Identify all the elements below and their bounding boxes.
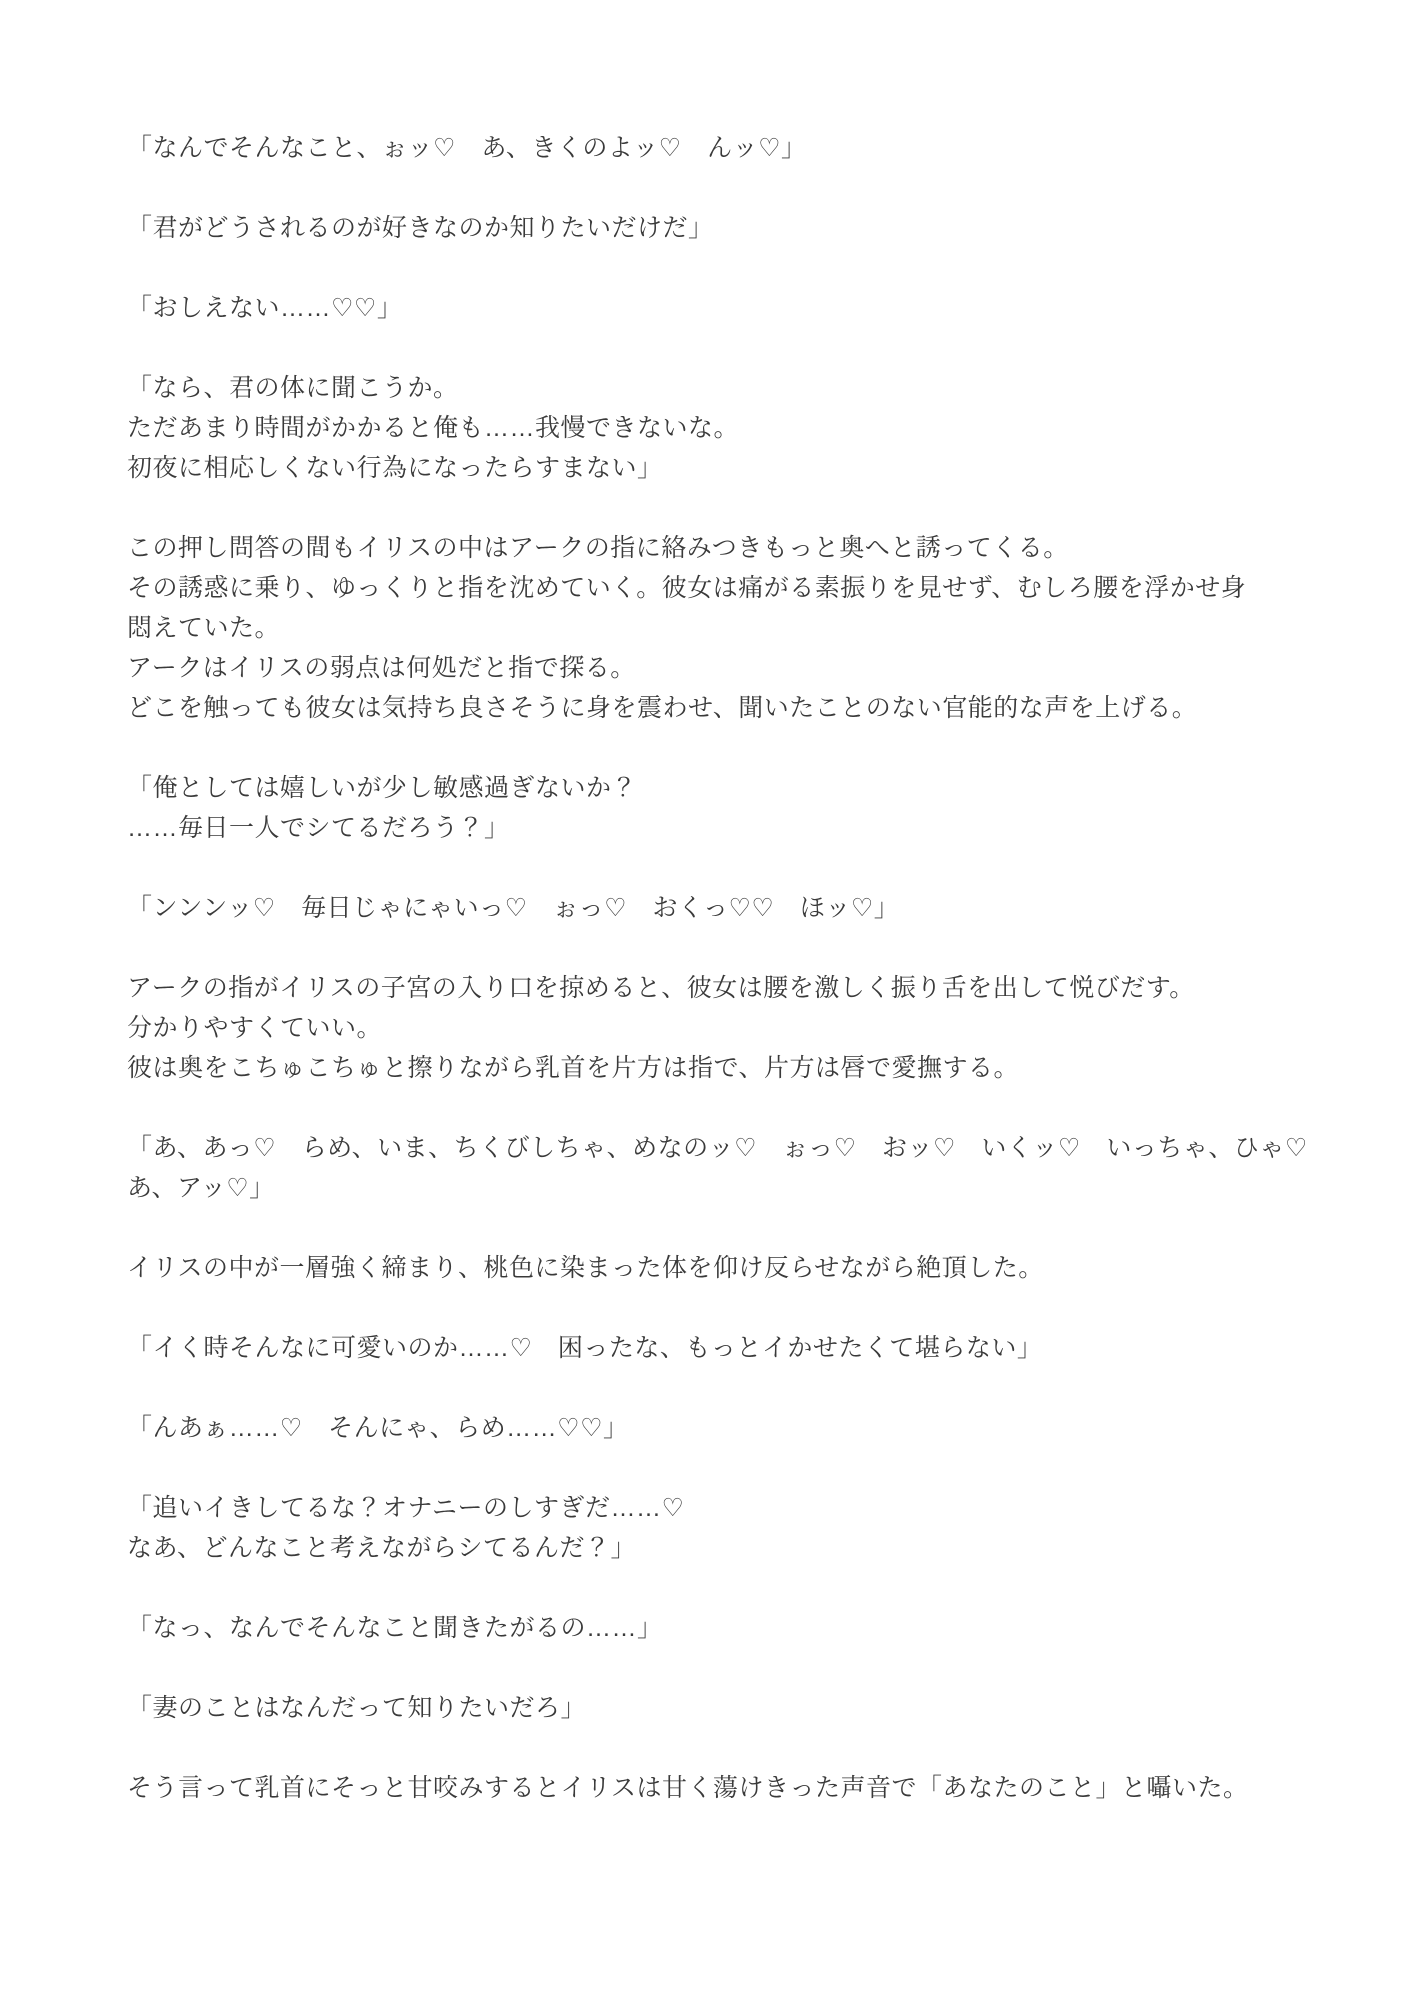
paragraph: 「ンンンッ♡ 毎日じゃにゃいっ♡ ぉっ♡ おくっ♡♡ ほッ♡」 xyxy=(127,894,900,922)
paragraph: 「追いイきしてるな？オナニーのしすぎだ……♡ なあ、どんなこと考えながらシてるんだ？」 xyxy=(127,1494,685,1562)
document-body xyxy=(127,128,1317,1808)
paragraph: 「妻のことはなんだって知りたいだろ」 xyxy=(127,1694,587,1722)
paragraph: 「イく時そんなに可愛いのか……♡ 困ったな、もっとイかせたくて堪らない」 xyxy=(127,1334,1043,1362)
paragraph: 「んあぁ……♡ そんにゃ、らめ……♡♡」 xyxy=(127,1414,629,1442)
paragraph: 「君がどうされるのが好きなのか知りたいだけだ」 xyxy=(127,214,714,242)
paragraph: アークの指がイリスの子宮の入り口を掠めると、彼女は腰を激しく振り舌を出して悦びだす。 分かりやすくていい。 彼は奥をこちゅこちゅと擦りながら乳首を片方は指で、片方は唇で愛撫する。 xyxy=(127,974,1195,1082)
paragraph: 「なんでそんなこと、ぉッ♡ あ、きくのよッ♡ んッ♡」 xyxy=(127,134,807,162)
paragraph: 「なっ、なんでそんなこと聞きたがるの……」 xyxy=(127,1614,663,1642)
paragraph: 「俺としては嬉しいが少し敏感過ぎないか？ ……毎日一人でシてるだろう？」 xyxy=(127,774,638,842)
paragraph: この押し問答の間もイリスの中はアークの指に絡みつきもっと奥へと誘ってくる。 その誘惑に乗り、ゆっくりと指を沈めていく。彼女は痛がる素振りを見せず、むしろ腰を浮かせ身 悶えていた。 アークはイリスの弱点は何処だと指で探る。 どこを触っても彼女は気持ち良さそうに身を震わせ、聞いたことのない官能的な声を上げる。 xyxy=(127,534,1247,722)
paragraph: 「おしえない……♡♡」 xyxy=(127,294,403,322)
paragraph: 「あ、あっ♡ らめ、いま、ちくびしちゃ、めなのッ♡ ぉっ♡ おッ♡ いくッ♡ いっちゃ、ひゃ♡ あ、アッ♡」 xyxy=(127,1134,1308,1202)
paragraph: 「なら、君の体に聞こうか。 ただあまり時間がかかると俺も……我慢できないな。 初夜に相応しくない行為になったらすまない」 xyxy=(127,374,740,482)
paragraph: そう言って乳首にそっと甘咬みするとイリスは甘く蕩けきった声音で「あなたのこと」と囁いた。 xyxy=(127,1774,1249,1802)
paragraph: イリスの中が一層強く締まり、桃色に染まった体を仰け反らせながら絶頂した。 xyxy=(127,1254,1044,1282)
